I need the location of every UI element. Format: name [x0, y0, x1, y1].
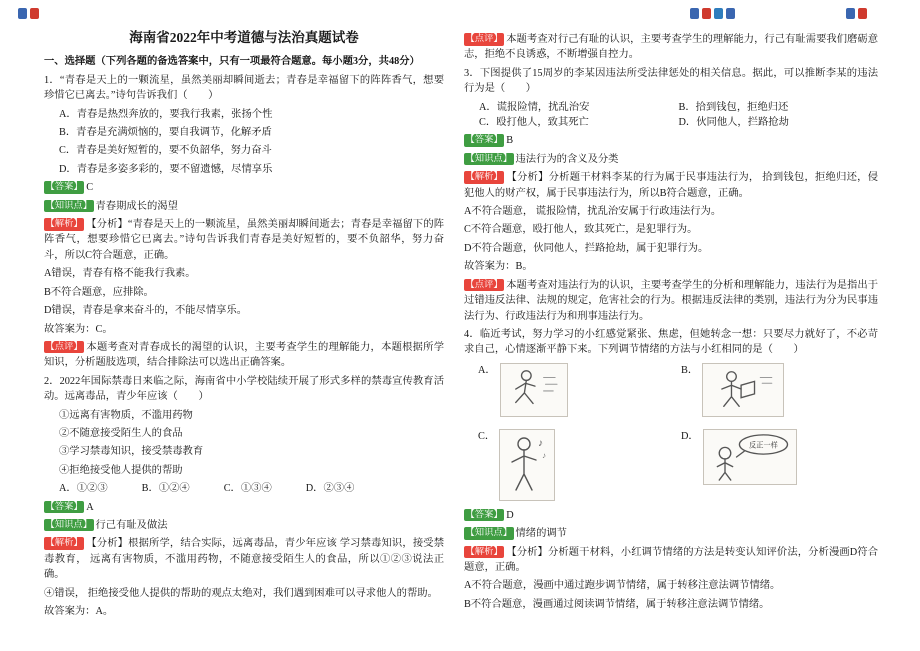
page-title: 海南省2022年中考道德与法治真题试卷 — [129, 30, 359, 45]
figure-c-label: C． — [478, 430, 496, 442]
analysis-sub-label: 【分析】 — [506, 546, 548, 558]
figure-b — [681, 363, 878, 417]
analysis-line: A不符合题意， 谎报险情，扰乱治安属于行政违法行为。 — [464, 206, 722, 218]
question-2-options — [44, 481, 444, 496]
analysis-line: D错误，青春是拿来奋斗的，不能尽情享乐。 — [44, 305, 248, 317]
question-2-option-a: A．①②③ — [59, 483, 108, 495]
question-3-knowledge-row — [464, 152, 878, 167]
analysis-line: C不符合题意，殴打他人，致其死亡，是犯罪行为。 — [464, 224, 698, 236]
question-3-option-c: C．殴打他人，致其死亡 — [479, 117, 589, 129]
analysis-line: B不符合题意，漫画通过阅读调节情绪，属于转移注意法调节情绪。 — [464, 598, 770, 610]
question-2-option-c: C．①③④ — [223, 483, 272, 495]
figure-b-label: B． — [681, 364, 699, 376]
stamp-icon — [690, 8, 699, 19]
question-1-knowledge-row — [44, 199, 444, 214]
question-2-item-3: ③学习禁毒知识，接受禁毒教育 — [59, 446, 204, 458]
question-3-option-b: B．拾到钱包，拒绝归还 — [678, 101, 789, 113]
header-marks-left — [18, 8, 39, 19]
music-note-icon: ♪ — [542, 450, 547, 460]
cartoon-running-icon — [500, 363, 568, 417]
left-column — [44, 30, 444, 622]
answer-value: B — [506, 135, 514, 147]
knowledge-value: 青春期成长的渴望 — [95, 200, 178, 212]
answer-value: C — [86, 182, 94, 194]
question-2-answer-row — [44, 500, 444, 515]
answer-badge: 【答案】 — [45, 182, 83, 193]
question-1-option-c: C．青春是美好短暂的，要不负韶华，努力奋斗 — [59, 145, 272, 157]
analysis-badge: 【解析】 — [45, 219, 83, 230]
analysis-line: D不符合题意，伙同他人，拦路抢劫，属于犯罪行为。 — [464, 242, 709, 254]
figure-a — [478, 363, 675, 417]
question-4-stem: 4．临近考试，努力学习的小红感觉紧张、焦虑，但她转念一想：只要尽力就好了，不必苛求自己，心情逐渐平静下来。下列调节情绪的方法与小红相同的是（ ） — [464, 328, 878, 356]
analysis-line: B不符合题意，应排除。 — [44, 286, 154, 298]
question-3-comment — [464, 278, 878, 324]
question-2-option-b: B．①②④ — [141, 483, 190, 495]
analysis-badge: 【解析】 — [465, 546, 503, 557]
cartoon-singing-icon — [499, 429, 555, 501]
knowledge-value: 违法行为的含义及分类 — [515, 153, 619, 165]
analysis-badge: 【解析】 — [465, 172, 503, 183]
analysis-line: 故答案为：C。 — [44, 323, 113, 335]
header-marks-right — [846, 8, 867, 19]
comment-badge: 【点评】 — [465, 279, 503, 290]
analysis-text: 分析题干材料李某的行为属于民事违法行为， 拾到钱包，拒绝归还，侵犯他人的财产权，属于民事违法行为，所以B符合题意，正确。 — [464, 172, 879, 199]
figure-a-label: A． — [478, 364, 496, 376]
question-1-option-a: A．青春是热烈奔放的，要我行我素，张扬个性 — [59, 108, 273, 120]
figure-c — [478, 429, 675, 501]
knowledge-value: 情绪的调节 — [515, 528, 567, 540]
section-header: 一、选择题（下列各题的备选答案中，只有一项最符合题意。每小题3分，共48分） — [44, 56, 420, 68]
knowledge-value: 行己有耻及做法 — [95, 519, 168, 531]
question-3-option-d: D．伙同他人，拦路抢劫 — [678, 117, 789, 129]
analysis-text: “青春是天上的一颗流星，虽然美丽却瞬间逝去；青春是幸福留下的阵阵香气，想要珍惜它已离去。”诗句告诉我们青春是美好短暂的，要不负韶华，努力奋斗，所以C符合题意，正确。 — [44, 219, 444, 261]
answer-value: A — [86, 501, 94, 513]
question-3-answer-row — [464, 133, 878, 148]
question-2-knowledge-row — [44, 518, 444, 533]
question-3-options — [464, 100, 878, 131]
right-column — [464, 32, 878, 615]
stamp-icon — [18, 8, 27, 19]
answer-badge: 【答案】 — [45, 501, 83, 512]
comment-text: 本题考查对违法行为的认识，主要考查学生的分析和理解能力，违法行为是指出于过错违反法律、法规的规定，危害社会的行为。根据违反法律的类别，违法行为分为民事违法行为、行政违法行为和刑事违法行为。 — [464, 279, 878, 322]
stamp-icon — [702, 8, 711, 19]
comment-badge: 【点评】 — [465, 34, 503, 44]
question-4-answer-row — [464, 508, 878, 523]
question-2-item-4: ④拒绝接受他人提供的帮助 — [59, 464, 183, 476]
knowledge-badge: 【知识点】 — [465, 153, 512, 164]
analysis-line: A不符合题意，漫画中通过跑步调节情绪，属于转移注意法调节情绪。 — [464, 580, 781, 592]
question-1-stem: 1．“青春是天上的一颗流星，虽然美丽却瞬间逝去；青春是幸福留下的阵阵香气，想要珍惜它已离去。”诗句告诉我们（ ） — [44, 74, 444, 102]
comment-badge: 【点评】 — [45, 341, 83, 352]
knowledge-badge: 【知识点】 — [45, 200, 92, 211]
analysis-text: 分析题干材料，小红调节情绪的方法是转变认知评价法，分析漫画D符合题意，正确。 — [464, 546, 879, 573]
question-4-knowledge-row — [464, 526, 878, 541]
question-1-answer-row — [44, 180, 444, 195]
analysis-badge: 【解析】 — [45, 538, 83, 549]
question-1-analysis — [44, 217, 444, 263]
comment-text: 本题考查对青春成长的渴望的认识，主要考查学生的理解能力，本题根据所学知识，分析题肢选项，结合排除法可以选出正确答案。 — [44, 341, 444, 369]
analysis-line: 故答案为：B。 — [464, 261, 533, 273]
answer-value: D — [506, 509, 514, 521]
question-2-option-d: D．②③④ — [305, 483, 355, 495]
question-2-item-1: ①远离有害物质，不滥用药物 — [59, 409, 193, 421]
analysis-text: 根据所学，结合实际，远离毒品，青少年应该 学习禁毒知识，接受禁毒教育， 远离有害物质，不滥用药物，不随意接受陌生人的食品，所以①②③说法正确。 — [44, 538, 444, 581]
analysis-line: 故答案为：A。 — [44, 606, 114, 617]
knowledge-badge: 【知识点】 — [45, 519, 92, 530]
speech-bubble-text: 反正一样 — [748, 441, 778, 450]
answer-badge: 【答案】 — [465, 135, 503, 146]
stamp-icon — [30, 8, 39, 19]
question-1-comment — [44, 340, 444, 371]
stamp-icon — [858, 8, 867, 19]
question-2-item-2: ②不随意接受陌生人的食品 — [59, 427, 183, 439]
question-2-analysis — [44, 536, 444, 582]
analysis-line: ④错误， 拒绝接受他人提供的帮助的观点太绝对，我们遇到困难可以寻求他人的帮助。 — [44, 587, 438, 599]
answer-badge: 【答案】 — [465, 509, 503, 520]
question-1-option-d: D．青春是多姿多彩的，要不留遗憾，尽情享乐 — [59, 163, 273, 175]
figure-d-label: D． — [681, 430, 699, 442]
comment-text: 本题考查对行己有耻的认识，主要考查学生的理解能力，行己有耻需要我们磨砺意志，拒绝不良诱惑，不断增强自控力。 — [464, 34, 878, 61]
figure-d — [681, 429, 878, 501]
cartoon-self-talk-icon — [703, 429, 797, 485]
stamp-icon — [714, 8, 723, 19]
question-4-analysis — [464, 545, 878, 576]
question-2-comment — [464, 32, 878, 63]
knowledge-badge: 【知识点】 — [465, 528, 512, 539]
header-marks-center — [690, 8, 735, 19]
cartoon-reading-icon — [702, 363, 784, 417]
analysis-sub-label: 【分析】 — [86, 219, 128, 231]
stamp-icon — [846, 8, 855, 19]
question-2-stem: 2．2022年国际禁毒日来临之际，海南省中小学校陆续开展了形式多样的禁毒宣传教育活动。远离毒品，青少年应该（ ） — [44, 375, 444, 403]
question-1-option-b: B．青春是充满烦恼的，要自我调节，化解矛盾 — [59, 127, 272, 139]
question-3-analysis — [464, 170, 878, 201]
question-4-figures — [464, 363, 878, 501]
music-note-icon: ♪ — [538, 437, 544, 449]
question-3-option-a: A．谎报险情，扰乱治安 — [479, 101, 590, 113]
analysis-line: A错误，青春有格不能我行我素。 — [44, 268, 196, 280]
question-3-stem: 3．下图提供了15周岁的李某因违法所受法律惩处的相关信息。据此，可以推断李某的违法行为是（ ） — [464, 67, 878, 95]
analysis-sub-label: 【分析】 — [506, 172, 549, 184]
stamp-icon — [726, 8, 735, 19]
analysis-sub-label: 【分析】 — [86, 538, 129, 550]
